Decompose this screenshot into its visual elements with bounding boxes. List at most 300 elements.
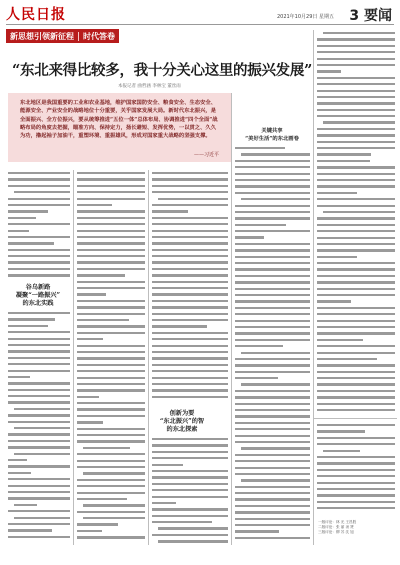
text-line bbox=[77, 528, 145, 534]
text-line-bar bbox=[323, 32, 395, 34]
text-line-bar bbox=[152, 496, 228, 498]
text-line-bar bbox=[317, 192, 357, 194]
text-line-bar bbox=[317, 326, 395, 328]
text-line bbox=[8, 176, 70, 182]
text-line-bar bbox=[317, 147, 395, 149]
text-line bbox=[235, 266, 310, 272]
text-line-bar bbox=[8, 395, 70, 397]
text-line-bar bbox=[8, 376, 30, 378]
text-line-bar bbox=[8, 382, 70, 384]
text-line-bar bbox=[235, 179, 310, 181]
text-line bbox=[77, 336, 145, 342]
text-line-bar bbox=[317, 482, 395, 484]
text-line-bar bbox=[241, 153, 310, 155]
text-line bbox=[235, 177, 310, 183]
text-line-bar bbox=[8, 230, 29, 232]
text-line bbox=[235, 381, 310, 387]
text-line bbox=[152, 538, 228, 544]
text-line bbox=[317, 145, 395, 151]
text-line bbox=[317, 318, 395, 324]
text-line bbox=[317, 88, 395, 94]
text-line-bar bbox=[235, 249, 310, 251]
text-line-bar bbox=[77, 479, 145, 481]
text-line bbox=[8, 470, 70, 476]
text-line bbox=[152, 176, 228, 182]
text-line bbox=[317, 441, 395, 447]
text-line bbox=[152, 215, 228, 221]
text-line bbox=[152, 266, 228, 272]
text-line-bar bbox=[8, 389, 70, 391]
text-line bbox=[77, 451, 145, 457]
text-line bbox=[235, 196, 310, 202]
text-line bbox=[152, 228, 228, 234]
pull-quote-box bbox=[8, 93, 231, 162]
text-line-bar bbox=[77, 300, 145, 302]
text-line-bar bbox=[77, 293, 106, 295]
text-line bbox=[152, 298, 228, 304]
text-line bbox=[317, 203, 395, 209]
text-line bbox=[235, 292, 310, 298]
text-line bbox=[235, 471, 310, 477]
text-line-bar bbox=[235, 537, 310, 539]
text-line bbox=[317, 422, 395, 428]
text-line-bar bbox=[235, 236, 264, 238]
text-line bbox=[317, 75, 395, 81]
text-line-bar bbox=[8, 344, 70, 346]
text-line bbox=[317, 241, 395, 247]
text-line-bar bbox=[152, 438, 228, 440]
text-line-bar bbox=[235, 230, 310, 232]
text-line-bar bbox=[317, 134, 395, 136]
text-line-bar bbox=[235, 205, 310, 207]
text-line-bar bbox=[152, 534, 228, 536]
text-line bbox=[235, 394, 310, 400]
text-line-bar bbox=[317, 437, 395, 439]
text-line bbox=[317, 324, 395, 330]
text-line bbox=[317, 254, 395, 260]
text-line-bar bbox=[8, 510, 70, 512]
text-line bbox=[152, 253, 228, 259]
text-line-bar bbox=[8, 485, 70, 487]
text-line bbox=[77, 183, 145, 189]
pull-quote-signature: ——习近平 bbox=[193, 152, 219, 158]
text-line-bar bbox=[8, 312, 70, 314]
text-line-bar bbox=[77, 191, 145, 193]
text-line bbox=[152, 323, 228, 329]
text-line bbox=[8, 527, 70, 533]
text-line-bar bbox=[152, 489, 228, 491]
text-line-bar bbox=[317, 320, 395, 322]
text-line-bar bbox=[152, 470, 228, 472]
text-line bbox=[77, 253, 145, 259]
text-line-bar bbox=[235, 390, 310, 392]
text-line bbox=[77, 304, 145, 310]
text-line bbox=[8, 221, 70, 227]
text-line-bar bbox=[152, 351, 228, 353]
text-line-bar bbox=[317, 217, 395, 219]
text-line bbox=[317, 407, 395, 413]
text-line bbox=[317, 311, 395, 317]
text-line-bar bbox=[317, 507, 395, 509]
text-line-bar bbox=[77, 287, 145, 289]
text-line-bar bbox=[235, 530, 279, 532]
text-line-bar bbox=[77, 389, 145, 391]
text-line-bar bbox=[77, 523, 118, 525]
text-line-bar bbox=[317, 281, 395, 283]
text-line-bar bbox=[235, 454, 310, 456]
text-line-bar bbox=[317, 456, 395, 458]
text-line-bar bbox=[77, 255, 145, 257]
text-line bbox=[77, 458, 145, 464]
text-line bbox=[152, 170, 228, 176]
text-line bbox=[152, 506, 228, 512]
text-line-bar bbox=[317, 383, 395, 385]
text-line-bar bbox=[317, 409, 395, 411]
text-line-bar bbox=[317, 64, 395, 66]
section-divider bbox=[313, 418, 397, 419]
text-line bbox=[152, 387, 228, 393]
text-line-bar bbox=[14, 453, 70, 455]
text-line-bar bbox=[235, 243, 310, 245]
text-line bbox=[235, 439, 310, 445]
text-line bbox=[317, 113, 395, 119]
text-line bbox=[235, 203, 310, 209]
text-line-bar bbox=[317, 275, 395, 277]
text-line-bar bbox=[317, 501, 395, 503]
text-line bbox=[77, 368, 145, 374]
text-line bbox=[317, 235, 395, 241]
text-line bbox=[317, 49, 395, 55]
text-line bbox=[77, 343, 145, 349]
text-line-bar bbox=[83, 447, 130, 449]
text-line-bar bbox=[77, 364, 145, 366]
text-line bbox=[8, 228, 70, 234]
text-line-bar bbox=[152, 357, 228, 359]
editors-credits bbox=[318, 520, 398, 536]
text-line bbox=[235, 164, 310, 170]
text-line bbox=[152, 202, 228, 208]
text-line bbox=[235, 388, 310, 394]
text-line bbox=[152, 442, 228, 448]
text-line-bar bbox=[152, 464, 183, 466]
text-line bbox=[235, 311, 310, 317]
text-column-3b bbox=[152, 436, 228, 545]
text-line-bar bbox=[77, 536, 145, 538]
text-line-bar bbox=[317, 364, 395, 366]
text-line-bar bbox=[317, 443, 395, 445]
text-line-bar bbox=[152, 191, 228, 193]
text-line bbox=[317, 81, 395, 87]
text-line bbox=[317, 119, 395, 125]
text-line bbox=[152, 183, 228, 189]
text-line-bar bbox=[152, 306, 228, 308]
text-line bbox=[8, 329, 70, 335]
text-line-bar bbox=[8, 421, 70, 423]
text-line bbox=[152, 349, 228, 355]
text-line-bar bbox=[152, 396, 228, 398]
text-line-bar bbox=[317, 256, 357, 258]
text-line-bar bbox=[77, 421, 103, 423]
banner-label-primary: 新思想引领新征程 bbox=[10, 31, 74, 41]
text-line-bar bbox=[235, 473, 310, 475]
text-line bbox=[235, 171, 310, 177]
text-line-bar bbox=[14, 427, 70, 429]
text-line-bar bbox=[317, 153, 371, 155]
text-line bbox=[317, 100, 395, 106]
text-line bbox=[317, 132, 395, 138]
text-line bbox=[317, 467, 395, 473]
text-line-bar bbox=[317, 288, 395, 290]
text-line-bar bbox=[152, 255, 228, 257]
text-line bbox=[77, 375, 145, 381]
text-line-bar bbox=[317, 307, 395, 309]
text-line-bar bbox=[77, 453, 145, 455]
editor-line: 一版评论：林 光 王昌胜 bbox=[318, 520, 357, 524]
text-line-bar bbox=[152, 451, 228, 453]
text-line bbox=[8, 272, 70, 278]
text-line bbox=[235, 222, 310, 228]
text-line bbox=[317, 126, 395, 132]
text-line-bar bbox=[235, 307, 310, 309]
text-line-bar bbox=[152, 274, 228, 276]
text-line-bar bbox=[323, 450, 360, 452]
text-line-bar bbox=[235, 486, 310, 488]
text-line-bar bbox=[152, 338, 228, 340]
text-line bbox=[8, 348, 70, 354]
text-line-bar bbox=[8, 236, 70, 238]
text-line-bar bbox=[77, 178, 145, 180]
text-line-bar bbox=[83, 472, 145, 474]
text-line bbox=[8, 323, 70, 329]
text-line-bar bbox=[8, 223, 70, 225]
text-line-bar bbox=[235, 492, 310, 494]
text-line-bar bbox=[152, 287, 228, 289]
text-line-bar bbox=[77, 440, 145, 442]
text-line bbox=[235, 362, 310, 368]
text-line bbox=[8, 208, 70, 214]
text-line-bar bbox=[77, 217, 145, 219]
text-line-bar bbox=[152, 389, 228, 391]
text-column-5 bbox=[317, 30, 395, 416]
text-line bbox=[152, 381, 228, 387]
text-line-bar bbox=[77, 415, 145, 417]
text-line bbox=[317, 209, 395, 215]
text-line-bar bbox=[235, 256, 310, 258]
text-line-bar bbox=[235, 460, 310, 462]
text-line-bar bbox=[8, 172, 70, 174]
text-line-bar bbox=[317, 494, 395, 496]
section-subhead-2-text: 创新为要 “东北振兴”的智 的东北探索 bbox=[159, 410, 205, 433]
text-line bbox=[317, 381, 395, 387]
text-line-bar bbox=[8, 210, 48, 212]
text-line-bar bbox=[14, 517, 70, 519]
text-line-bar bbox=[317, 115, 395, 117]
text-line bbox=[77, 362, 145, 368]
text-line bbox=[77, 490, 145, 496]
text-line-bar bbox=[317, 371, 395, 373]
text-line bbox=[77, 521, 145, 527]
text-line bbox=[235, 228, 310, 234]
text-line bbox=[152, 368, 228, 374]
text-line-bar bbox=[317, 352, 395, 354]
text-line-bar bbox=[152, 521, 212, 523]
text-line-bar bbox=[235, 332, 310, 334]
text-line bbox=[235, 151, 310, 157]
text-line-bar bbox=[77, 396, 99, 398]
text-line-bar bbox=[235, 339, 310, 341]
text-line-bar bbox=[235, 211, 310, 213]
text-line-bar bbox=[152, 483, 228, 485]
text-line bbox=[77, 291, 145, 297]
section-subhead-1-text: 谷乌新路 凝聚“一路振兴” 的东北实践 bbox=[15, 284, 61, 307]
text-line bbox=[8, 374, 70, 380]
text-line-bar bbox=[317, 173, 395, 175]
editor-line: 二版评论：张 丽 汤 贤 bbox=[318, 525, 354, 530]
text-line bbox=[8, 336, 70, 342]
text-line bbox=[8, 412, 70, 418]
text-line bbox=[317, 286, 395, 292]
text-line-bar bbox=[8, 198, 70, 200]
text-line-bar bbox=[152, 293, 228, 295]
text-line bbox=[8, 438, 70, 444]
text-line bbox=[8, 399, 70, 405]
column-divider bbox=[148, 170, 149, 545]
text-line-bar bbox=[14, 504, 37, 506]
text-line bbox=[8, 451, 70, 457]
text-line bbox=[8, 463, 70, 469]
text-line-bar bbox=[317, 396, 395, 398]
text-line bbox=[152, 487, 228, 493]
text-line-bar bbox=[235, 147, 285, 149]
text-line-bar bbox=[317, 313, 395, 315]
text-line-bar bbox=[77, 261, 145, 263]
text-line bbox=[77, 496, 145, 502]
text-line-bar bbox=[317, 339, 363, 341]
text-column-5b bbox=[317, 422, 395, 517]
text-line bbox=[235, 215, 310, 221]
text-line bbox=[317, 292, 395, 298]
text-line bbox=[8, 483, 70, 489]
text-line bbox=[317, 330, 395, 336]
text-line bbox=[235, 413, 310, 419]
text-line-bar bbox=[77, 274, 125, 276]
text-line bbox=[235, 286, 310, 292]
text-line bbox=[152, 394, 228, 400]
text-line-bar bbox=[235, 422, 310, 424]
text-line bbox=[317, 454, 395, 460]
text-line bbox=[77, 311, 145, 317]
text-line bbox=[235, 318, 310, 324]
text-line-bar bbox=[317, 51, 395, 53]
text-line-bar bbox=[8, 204, 70, 206]
text-line-bar bbox=[317, 237, 395, 239]
text-line-bar bbox=[77, 485, 145, 487]
text-line bbox=[317, 171, 395, 177]
text-line bbox=[235, 234, 310, 240]
text-line bbox=[8, 170, 70, 176]
text-line-bar bbox=[317, 390, 395, 392]
text-line bbox=[235, 190, 310, 196]
text-line-bar bbox=[152, 364, 228, 366]
text-line-bar bbox=[152, 383, 228, 385]
text-line bbox=[77, 419, 145, 425]
text-line bbox=[317, 94, 395, 100]
text-line bbox=[317, 164, 395, 170]
text-line-bar bbox=[235, 173, 310, 175]
text-line-bar bbox=[317, 377, 395, 379]
text-line bbox=[77, 279, 145, 285]
text-line bbox=[235, 496, 310, 502]
text-line-bar bbox=[8, 401, 70, 403]
text-line-bar bbox=[77, 383, 145, 385]
page-number-value: 3 bbox=[349, 8, 360, 24]
text-line bbox=[235, 183, 310, 189]
text-line bbox=[235, 522, 310, 528]
text-line-bar bbox=[317, 205, 395, 207]
text-line bbox=[317, 177, 395, 183]
text-line bbox=[8, 355, 70, 361]
text-line bbox=[317, 480, 395, 486]
text-line bbox=[8, 495, 70, 501]
text-line bbox=[77, 483, 145, 489]
text-line bbox=[152, 291, 228, 297]
text-line-bar bbox=[8, 178, 70, 180]
text-line bbox=[235, 503, 310, 509]
text-line bbox=[317, 215, 395, 221]
text-line-bar bbox=[235, 518, 310, 520]
text-line-bar bbox=[77, 357, 145, 359]
text-line bbox=[317, 151, 395, 157]
text-line-bar bbox=[317, 141, 395, 143]
text-line-bar bbox=[77, 185, 145, 187]
text-line-bar bbox=[235, 435, 310, 437]
text-line-bar bbox=[77, 402, 145, 404]
text-line bbox=[77, 445, 145, 451]
text-line bbox=[8, 406, 70, 412]
text-line-bar bbox=[8, 414, 70, 416]
text-column-3 bbox=[152, 170, 228, 406]
text-line-bar bbox=[8, 472, 31, 474]
text-line bbox=[235, 305, 310, 311]
text-line bbox=[77, 413, 145, 419]
page-number bbox=[349, 5, 392, 25]
text-line-bar bbox=[8, 459, 27, 461]
text-line-bar bbox=[158, 527, 228, 529]
text-line bbox=[8, 489, 70, 495]
text-line bbox=[152, 362, 228, 368]
text-line-bar bbox=[158, 198, 228, 200]
text-line-bar bbox=[8, 318, 55, 320]
text-line bbox=[152, 234, 228, 240]
text-line-bar bbox=[8, 338, 70, 340]
text-line bbox=[152, 468, 228, 474]
text-line-bar bbox=[317, 128, 395, 130]
text-line-bar bbox=[235, 364, 310, 366]
text-line bbox=[317, 222, 395, 228]
text-line-bar bbox=[8, 465, 70, 467]
text-line bbox=[317, 356, 395, 362]
sidebar-box-title bbox=[233, 127, 311, 143]
text-line bbox=[317, 492, 395, 498]
text-line bbox=[77, 470, 145, 476]
text-line bbox=[152, 481, 228, 487]
text-line-bar bbox=[8, 249, 70, 251]
text-line-bar bbox=[152, 172, 228, 174]
text-line-bar bbox=[235, 467, 310, 469]
text-line bbox=[152, 532, 228, 538]
text-line bbox=[8, 502, 70, 508]
text-line bbox=[152, 247, 228, 253]
